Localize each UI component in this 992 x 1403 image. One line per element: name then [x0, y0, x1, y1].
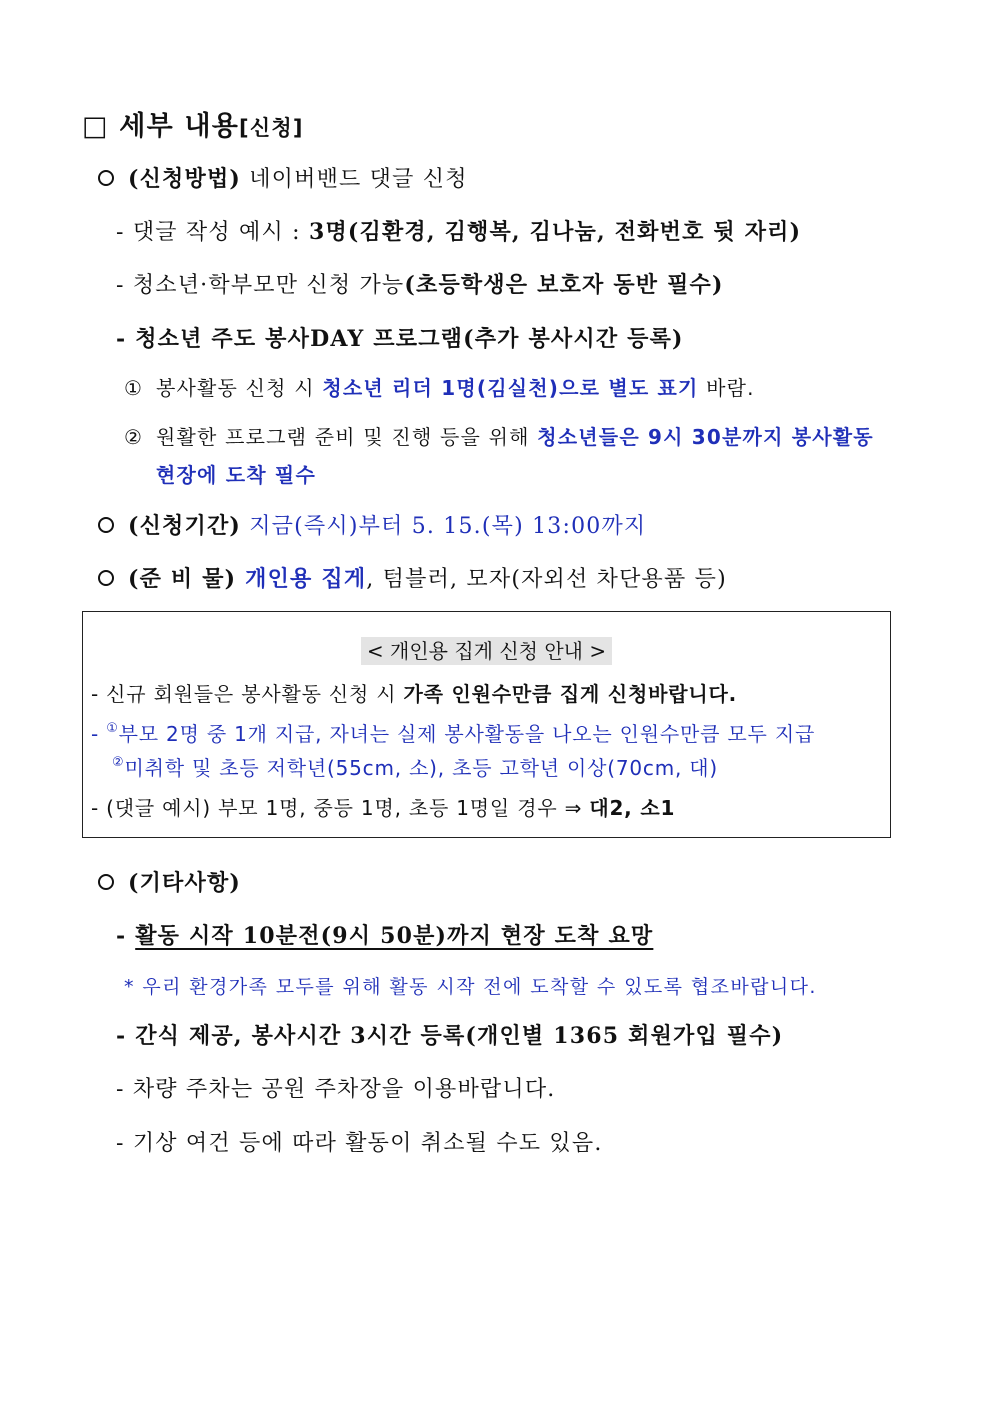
notice-line-3-text: 미취학 및 초등 저학년(55cm, 소), 초등 고학년 이상(70cm, 대) [124, 756, 719, 780]
etc-item-4: - 기상 여건 등에 따라 활동이 취소될 수도 있음. [116, 1131, 603, 1156]
supplies-rest: , 텀블러, 모자(자외선 차단용품 등) [366, 567, 727, 592]
comment-example-prefix: - 댓글 작성 예시 : [116, 220, 309, 245]
period-label: (신청기간) [128, 513, 242, 539]
etc-item-3: - 차량 주차는 공원 주차장을 이용바랍니다. [116, 1077, 556, 1102]
notice-line-2-sup: ① [106, 721, 119, 736]
eligibility-value: (초등학생은 보호자 동반 필수) [404, 272, 724, 298]
supplies-line [98, 562, 727, 593]
etc-item-2: - 간식 제공, 봉사시간 3시간 등록(개인별 1365 회원가입 필수) [116, 1023, 784, 1049]
period-text: 지금(즉시)부터 5. 15.(목) 13:00까지 [241, 514, 647, 539]
period-line [98, 509, 646, 540]
heading-suffix: [신청] [239, 116, 304, 140]
tongs-notice-box [82, 611, 891, 838]
note-1 [124, 372, 755, 401]
etc-line [98, 866, 241, 897]
notice-line-3-sup: ② [112, 755, 125, 770]
note-2-number: ② [124, 425, 144, 449]
section-heading [82, 104, 304, 143]
etc-item-1 [116, 919, 653, 950]
note-1-text-a: 봉사활동 신청 시 [156, 376, 323, 400]
method-label: (신청방법) [128, 166, 242, 192]
supplies-label: (준 비 물) [128, 566, 237, 592]
program-line: - 청소년 주도 봉사DAY 프로그램(추가 봉사시간 등록) [116, 326, 684, 352]
note-1-number: ① [124, 376, 144, 400]
notice-line-4-a: - (댓글 예시) 부모 1명, 중등 1명, 초등 1명일 경우 ⇒ [91, 796, 590, 820]
note-2-highlight: 청소년들은 9시 30분까지 봉사활동 [537, 425, 874, 449]
heading-title: □ 세부 내용 [82, 111, 240, 142]
etc-label: (기타사항) [128, 870, 242, 896]
notice-line-2 [91, 718, 815, 747]
notice-title [83, 635, 890, 664]
notice-line-2-dash: - [91, 722, 107, 746]
notice-line-2-text: 부모 2명 중 1개 지급, 자녀는 실제 봉사활동을 나오는 인원수만큼 모두 지급 [118, 722, 816, 746]
note-2 [124, 421, 874, 450]
notice-line-1-a: - 신규 회원들은 봉사활동 신청 시 [91, 682, 404, 706]
notice-line-4-b: 대2, 소1 [589, 796, 676, 820]
note-2-text-a: 원활한 프로그램 준비 및 진행 등을 위해 [156, 425, 538, 449]
etc-item-1-note: * 우리 환경가족 모두를 위해 활동 시작 전에 도착할 수 있도록 협조바랍니다. [124, 976, 817, 998]
notice-line-1 [91, 678, 737, 707]
notice-line-3 [112, 752, 718, 781]
bullet-circle-icon [98, 517, 114, 533]
comment-example-line [116, 215, 801, 246]
supplies-highlight: 개인용 집게 [236, 566, 367, 592]
eligibility-prefix: - 청소년·학부모만 신청 가능 [116, 273, 405, 298]
method-text: 네이버밴드 댓글 신청 [241, 167, 468, 192]
notice-line-1-b: 가족 인원수만큼 집게 신청바랍니다. [403, 682, 738, 706]
comment-example-value: 3명(김환경, 김행복, 김나눔, 전화번호 뒷 자리) [308, 219, 802, 245]
bullet-circle-icon [98, 170, 114, 186]
note-2-continuation: 현장에 도착 필수 [156, 463, 316, 487]
bullet-circle-icon [98, 874, 114, 890]
notice-title-text: < 개인용 집게 신청 안내 > [361, 637, 612, 665]
note-1-text-c: 바람. [698, 376, 755, 400]
etc-item-1-text: 활동 시작 10분전(9시 50분)까지 현장 도착 요망 [135, 923, 654, 949]
note-1-highlight: 청소년 리더 1명(김실천)으로 별도 표기 [322, 376, 699, 400]
notice-line-4 [91, 792, 675, 821]
method-line [98, 162, 468, 193]
etc-item-1-dash: - [116, 923, 136, 949]
eligibility-line [116, 268, 724, 299]
bullet-circle-icon [98, 570, 114, 586]
